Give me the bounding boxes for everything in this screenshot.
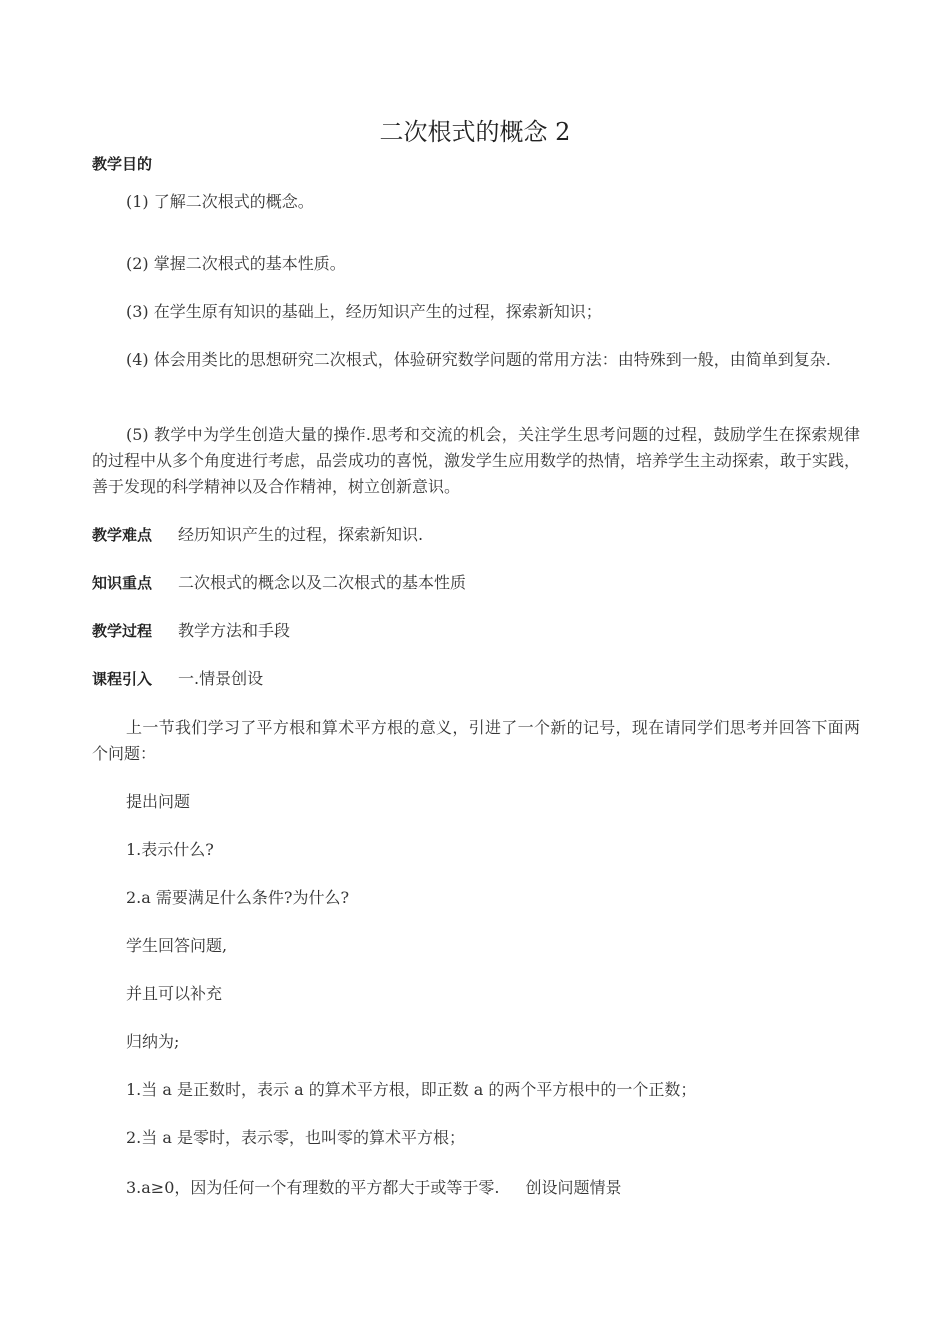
content-line: 并且可以补充: [126, 984, 223, 1003]
objective-item: (5) 教学中为学生创造大量的操作.思考和交流的机会，关注学生思考问题的过程，鼓励学生在探索规律的过程中从多个角度进行考虑，品尝成功的喜悦，激发学生应用数学的热情，培养学生主动探索，敢于实践，善于发现的科学精神以及合作精神，树立创新意识。: [92, 425, 861, 496]
objective-item: (1) 了解二次根式的概念。: [126, 192, 314, 211]
content-line: 1.表示什么?: [126, 840, 214, 859]
content-line: 提出问题: [126, 792, 191, 811]
objectives-heading: 教学目的: [92, 155, 153, 173]
page-title: 二次根式的概念 2: [379, 118, 571, 146]
key-points-text: 二次根式的概念以及二次根式的基本性质: [178, 573, 467, 592]
difficulty-text: 经历知识产生的过程，探索新知识.: [178, 525, 424, 544]
process-row: [92, 619, 290, 643]
objective-item: (4) 体会用类比的思想研究二次根式，体验研究数学问题的常用方法：由特殊到一般，由简单到复杂.: [126, 350, 831, 369]
process-label: 教学过程: [92, 622, 153, 640]
process-text: 教学方法和手段: [178, 621, 291, 640]
last-line-text: 3.a≥0，因为任何一个有理数的平方都大于或等于零.: [126, 1178, 500, 1197]
difficulty-row: [92, 523, 423, 547]
content-line: 2.当 a 是零时，表示零，也叫零的算术平方根；: [126, 1128, 465, 1147]
key-points-label: 知识重点: [92, 574, 153, 592]
intro-row: [92, 667, 263, 691]
objective-item: (3) 在学生原有知识的基础上，经历知识产生的过程，探索新知识；: [126, 302, 602, 321]
key-points-row: [92, 571, 466, 595]
content-line: 2.a 需要满足什么条件?为什么?: [126, 888, 350, 907]
content-line: 学生回答问题,: [126, 936, 228, 955]
content-line: 1.当 a 是正数时，表示 a 的算术平方根，即正数 a 的两个平方根中的一个正数；: [126, 1080, 697, 1099]
content-line: 归纳为;: [126, 1032, 180, 1051]
intro-text: 一.情景创设: [178, 669, 264, 688]
intro-paragraph: 上一节我们学习了平方根和算术平方根的意义，引进了一个新的记号，现在请同学们思考并回答下面两个问题：: [92, 718, 860, 763]
intro-label: 课程引入: [92, 670, 153, 688]
difficulty-label: 教学难点: [92, 526, 153, 544]
objective-item: (2) 掌握二次根式的基本性质。: [126, 254, 346, 273]
last-line: [126, 1176, 622, 1200]
last-line-note: 创设问题情景: [525, 1178, 622, 1197]
